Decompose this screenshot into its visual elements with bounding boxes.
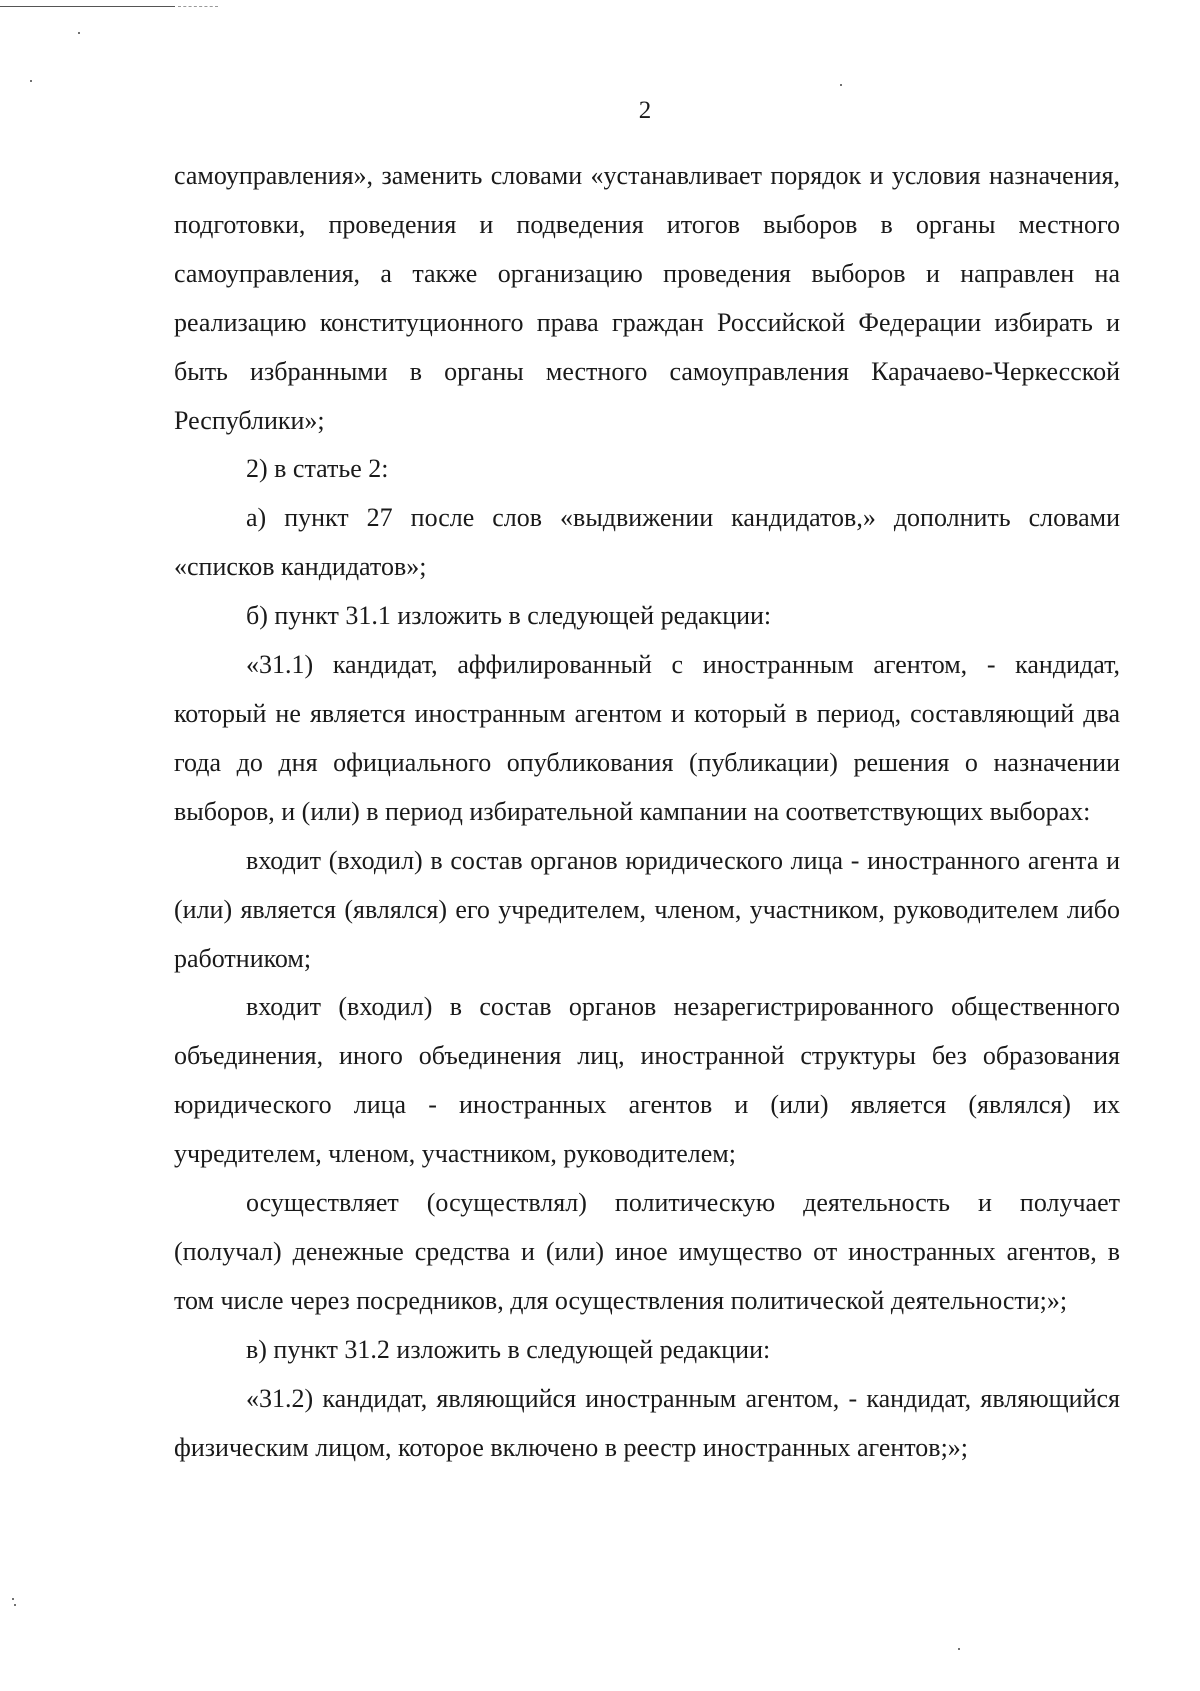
paragraph: «31.1) кандидат, аффилированный с иностранным агентом, - кандидат, который не является иностранным агентом и который в период, составляющий два года до дня официального опубликования (публикации) решения о назначении выборов, и (или) в период избирательной кампании на соответствующих выборах: [174, 650, 1120, 826]
scan-speck [30, 80, 32, 82]
scan-edge-line [0, 6, 175, 7]
scan-speck [12, 1598, 14, 1600]
paragraph: «31.2) кандидат, являющийся иностранным агентом, - кандидат, являющийся физическим лицом, которое включено в реестр иностранных агентов;»; [174, 1383, 1120, 1462]
document-body [174, 152, 1120, 1472]
scan-speck [840, 84, 842, 86]
paragraph: осуществляет (осуществлял) политическую деятельность и получает (получал) денежные средства и (или) иное имущество от иностранных агентов, в том числе через посредников, для осуществления политической деятельности;»; [174, 1188, 1120, 1315]
scan-speck [958, 1648, 960, 1650]
paragraph: входит (входил) в состав органов юридического лица - иностранного агента и (или) является (являлся) его учредителем, членом, участником, руководителем либо работником; [174, 845, 1120, 973]
paragraph: входит (входил) в состав органов незарегистрированного общественного объединения, иного объединения лиц, иностранной структуры без образования юридического лица - иностранных агентов и (или) является (являлся) их учредителем, членом, участником, руководителем; [174, 992, 1120, 1169]
paragraph: 2) в статье 2: [246, 454, 389, 484]
page-number: 2 [638, 97, 652, 124]
scan-speck [78, 32, 80, 34]
paragraph: самоуправления», заменить словами «устанавливает порядок и условия назначения, подготовки, проведения и подведения итогов выборов в органы местного самоуправления, а также организацию проведения выборов и направлен на реализацию конституционного права граждан Российской Федерации избирать и быть избранными в органы местного самоуправления Карачаево-Черкесской Республики»; [174, 161, 1120, 435]
scan-edge-dash [178, 6, 218, 7]
paragraph: в) пункт 31.2 изложить в следующей редакции: [246, 1334, 771, 1364]
paragraph: б) пункт 31.1 изложить в следующей редакции: [246, 601, 772, 631]
paragraph: а) пункт 27 после слов «выдвижении кандидатов,» дополнить словами «списков кандидатов»; [174, 503, 1120, 582]
scan-speck [14, 1604, 16, 1606]
